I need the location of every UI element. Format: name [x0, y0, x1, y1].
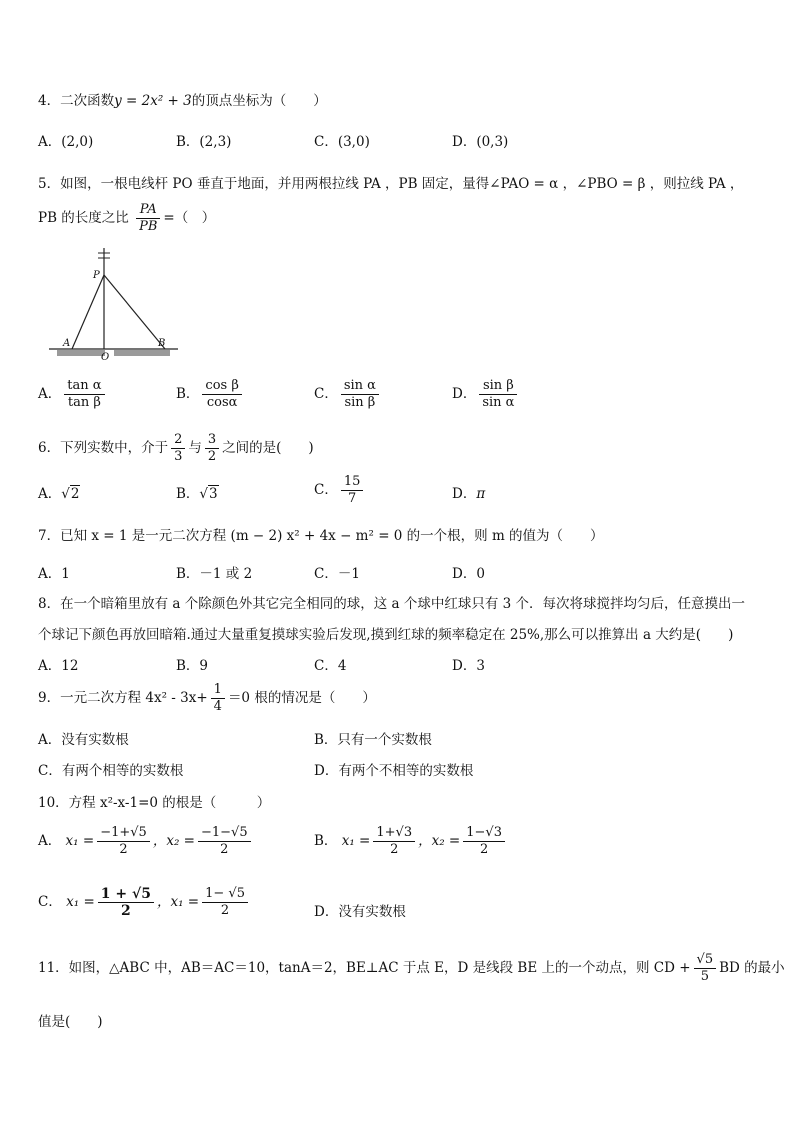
q9-fraction-den: 4 — [213, 699, 222, 714]
q6-stem-text: 6．下列实数中，介于 — [38, 440, 169, 456]
q4-formula: y = 2x² + 3 — [114, 93, 192, 109]
q10-option-b-den1: 2 — [390, 842, 399, 857]
q11-fraction — [694, 952, 717, 985]
q10-option-a-num2: −1−√5 — [198, 825, 251, 842]
q5-ratio-num: PA — [136, 202, 160, 219]
q6-option-c-label: C． — [314, 482, 338, 498]
q5-option-d-label: D． — [452, 386, 477, 402]
q10-option-c-num1: 1 + √5 — [98, 886, 154, 903]
q10-option-b-num1-rad: 3 — [403, 825, 413, 840]
q5-option-b-fraction — [202, 378, 241, 411]
q6-option-c-den: 7 — [347, 491, 357, 506]
q6-option-c[interactable] — [314, 474, 366, 507]
q10-option-c-den1: 2 — [121, 903, 131, 919]
q4-stem-tail: 的顶点坐标为（ ） — [191, 93, 327, 109]
q5-option-a-den: tan β — [67, 395, 101, 410]
q10-option-c-den2: 2 — [220, 903, 230, 918]
q11-fraction-num-rad: 5 — [704, 952, 714, 967]
q6-option-a-label: A． — [38, 486, 62, 502]
q10-option-a-var1: x₁ = — [65, 833, 95, 849]
q10-option-b-label: B． — [314, 833, 338, 849]
q10-option-a-num1: −1+√5 — [97, 825, 150, 842]
q8-option-d[interactable]: D．3 — [452, 658, 485, 674]
q5-ratio-fraction — [136, 202, 160, 235]
q4-stem-text: 4．二次函数 — [38, 93, 115, 109]
fig-label-a: A — [63, 338, 71, 349]
q5-option-a[interactable] — [38, 378, 108, 411]
q5-stem-line1: 5．如图，一根电线杆 PO 垂直于地面，并用两根拉线 PA ，PB 固定，量得∠PAO = α ，∠PBO = β ，则拉线 PA ， — [38, 176, 744, 192]
q6-option-b[interactable] — [176, 482, 219, 502]
q7-option-a[interactable]: A．1 — [38, 566, 70, 582]
q5-option-a-num: tan α — [64, 378, 104, 395]
q6-fraction-1-num: 2 — [171, 432, 185, 449]
q10-option-a-num2-lead: −1− — [200, 825, 232, 840]
q4-option-d[interactable]: D．(0,3) — [452, 134, 509, 150]
q6-option-d[interactable] — [452, 482, 485, 502]
q6-option-d-pi: π — [476, 486, 486, 502]
q6-option-b-sqrt: √3 — [199, 486, 218, 502]
q5-stem-tail: =（ ） — [163, 210, 216, 226]
q10-option-c[interactable] — [38, 886, 251, 919]
q9-option-a[interactable]: A．没有实数根 — [38, 732, 129, 748]
q6-stem-tail: 之间的是( ) — [222, 440, 314, 456]
q10-option-a-label: A． — [38, 833, 62, 849]
q10-option-c-num2-lead: 1− — [205, 886, 229, 901]
q7-stem: 7．已知 x = 1 是一元二次方程 (m − 2) x² + 4x − m² = 0 的一个根，则 m 的值为（ ） — [38, 528, 604, 544]
q10-option-a-num2-rad: 5 — [239, 825, 248, 840]
q6-fraction-2-num: 3 — [205, 432, 219, 449]
q5-ratio-den: PB — [139, 219, 158, 234]
q5-option-d-fraction — [479, 378, 517, 411]
q11-stem-line2: 值是( ) — [38, 1014, 103, 1030]
q7-option-c[interactable]: C．－1 — [314, 566, 360, 582]
q6-option-b-label: B． — [176, 486, 200, 502]
q8-stem-line1: 8．在一个暗箱里放有 a 个除颜色外其它完全相同的球，这 a 个球中红球只有 3 个．每次将球搅拌均匀后，任意摸出一 — [38, 596, 746, 612]
q10-option-c-fraction2 — [202, 886, 248, 919]
q11-stem — [38, 952, 785, 985]
q10-option-b-var1: x₁ = — [341, 833, 371, 849]
q10-option-a[interactable] — [38, 825, 254, 858]
q10-option-a-fraction2 — [198, 825, 251, 858]
q6-stem — [38, 432, 314, 465]
q10-option-b-var2: ，x₂ = — [418, 833, 461, 849]
q8-option-b[interactable]: B．9 — [176, 658, 209, 674]
q6-fraction-2 — [205, 432, 219, 465]
fig-label-o: O — [101, 352, 110, 363]
q5-option-c-num: sin α — [341, 378, 379, 395]
q4-option-c[interactable]: C．(3,0) — [314, 134, 370, 150]
q10-option-b-num2-rad: 3 — [493, 825, 502, 840]
q5-option-c-fraction — [341, 378, 379, 411]
q5-stem-text: PB 的长度之比 — [38, 210, 129, 226]
q4-stem — [38, 89, 327, 109]
q10-option-c-num1-rad: 5 — [141, 886, 151, 902]
q4-option-b[interactable]: B．(2,3) — [176, 134, 232, 150]
q8-option-c[interactable]: C．4 — [314, 658, 347, 674]
pole-figure — [45, 243, 185, 363]
q9-stem-tail: ＝0 根的情况是（ ） — [227, 690, 376, 706]
q10-option-b-num2-lead: 1− — [466, 825, 486, 840]
q10-option-c-num2: 1− √5 — [202, 886, 248, 903]
q6-option-a-sqrt: √2 — [61, 486, 80, 502]
q10-option-a-num1-rad: 5 — [138, 825, 147, 840]
q5-option-a-fraction — [64, 378, 104, 411]
q7-option-d[interactable]: D．0 — [452, 566, 485, 582]
q11-fraction-den: 5 — [700, 969, 709, 984]
q9-stem-text: 9．一元二次方程 4x² - 3x+ — [38, 690, 208, 706]
q10-option-c-num1-lead: 1 + — [100, 886, 133, 902]
q9-option-c[interactable]: C．有两个相等的实数根 — [38, 763, 184, 779]
q10-option-b-num2: 1−√3 — [463, 825, 505, 842]
q9-stem — [38, 682, 376, 715]
q10-option-a-den1: 2 — [119, 842, 128, 857]
q6-option-c-num: 15 — [341, 474, 364, 491]
q10-option-c-var1: x₁ = — [66, 894, 95, 910]
q5-option-c-den: sin β — [344, 395, 376, 410]
q10-option-a-num1-lead: −1+ — [100, 825, 131, 840]
q10-option-b-num1-lead: 1+ — [376, 825, 396, 840]
q10-option-d[interactable]: D．没有实数根 — [314, 904, 406, 920]
q10-option-b-num1: 1+√3 — [373, 825, 415, 842]
q5-option-d-den: sin α — [482, 395, 515, 410]
q5-stem-line2 — [38, 202, 215, 235]
q6-stem-mid: 与 — [188, 440, 202, 456]
q5-option-a-label: A． — [38, 386, 62, 402]
q10-option-a-fraction1 — [97, 825, 150, 858]
q6-option-c-fraction — [341, 474, 364, 507]
fig-label-b: B — [158, 338, 166, 349]
q9-option-b[interactable]: B．只有一个实数根 — [314, 732, 432, 748]
q11-stem-text: 11．如图，△ABC 中，AB＝AC＝10，tanA＝2，BE⊥AC 于点 E，D 是线段 BE 上的一个动点，则 CD + — [38, 960, 691, 976]
q4-option-a[interactable]: A．(2,0) — [38, 134, 94, 150]
q10-option-a-var2: ，x₂ = — [152, 833, 195, 849]
q6-fraction-1-den: 3 — [174, 449, 183, 464]
q9-fraction-num: 1 — [211, 682, 225, 699]
q6-option-d-label: D． — [452, 486, 477, 502]
q5-option-d[interactable] — [452, 378, 520, 411]
q5-option-b[interactable] — [176, 378, 245, 411]
q8-option-a[interactable]: A．12 — [38, 658, 79, 674]
q9-option-d[interactable]: D．有两个不相等的实数根 — [314, 763, 474, 779]
q6-fraction-2-den: 2 — [207, 449, 217, 464]
q5-option-c[interactable] — [314, 378, 382, 411]
q10-option-b-fraction1 — [373, 825, 415, 858]
q10-option-c-num2-rad: 5 — [236, 886, 245, 901]
q5-option-b-label: B． — [176, 386, 200, 402]
q7-option-b[interactable]: B．－1 或 2 — [176, 566, 253, 582]
q6-option-a[interactable] — [38, 482, 80, 502]
q5-option-b-num: cos β — [202, 378, 241, 395]
q8-stem-line2: 个球记下颜色再放回暗箱.通过大量重复摸球实验后发现,摸到红球的频率稳定在 25%,那么可以推算出 a 大约是( ) — [38, 627, 734, 643]
q5-option-c-label: C． — [314, 386, 338, 402]
q11-stem-tail: BD 的最小 — [719, 960, 785, 976]
q11-fraction-num: √5 — [694, 952, 717, 969]
q10-stem: 10．方程 x²-x-1=0 的根是（ ） — [38, 795, 271, 811]
q10-option-b[interactable] — [314, 825, 508, 858]
q10-option-a-den2: 2 — [220, 842, 229, 857]
q10-option-c-var2: ，x₁ = — [156, 894, 200, 910]
q6-fraction-1 — [171, 432, 185, 465]
q10-option-b-fraction2 — [463, 825, 505, 858]
fig-label-p: P — [93, 270, 100, 281]
q10-option-c-label: C． — [38, 894, 62, 910]
q5-option-d-num: sin β — [479, 378, 517, 395]
q10-option-c-fraction1 — [98, 886, 154, 919]
q9-fraction — [211, 682, 225, 715]
q6-option-a-radicand: 2 — [70, 486, 80, 502]
q5-option-b-den: cosα — [206, 395, 238, 410]
q10-option-b-den2: 2 — [479, 842, 489, 857]
q6-option-b-radicand: 3 — [209, 486, 218, 502]
